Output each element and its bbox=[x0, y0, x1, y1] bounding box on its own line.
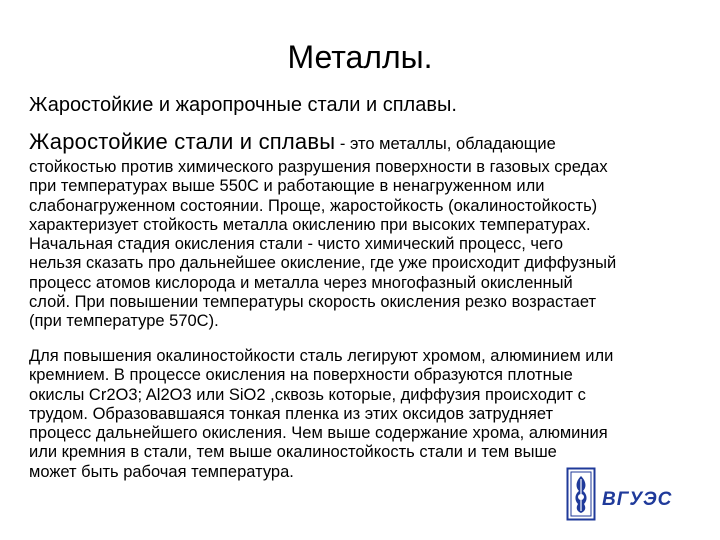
paragraph-line: слой. При повышении температуры скорость окисления резко возрастает bbox=[29, 293, 597, 312]
paragraph-line: процесс атомов кислорода и металла через многофазный окисленный bbox=[29, 273, 573, 292]
paragraph-line: Начальная стадия окисления стали - чисто химический процесс, чего bbox=[29, 235, 564, 254]
slide-subtitle: Жаростойкие и жаропрочные стали и сплавы. bbox=[29, 94, 457, 116]
definition-paragraph bbox=[29, 158, 616, 332]
paragraph-line: при температурах выше 550С и работающие в ненагруженном или bbox=[29, 177, 545, 196]
university-emblem-icon bbox=[566, 467, 596, 521]
paragraph-line: характеризует стойкость металла окислению при высоких температурах. bbox=[29, 215, 591, 234]
paragraph-line: кремнием. В процессе окисления на поверхности образуются плотные bbox=[29, 366, 573, 385]
paragraph-line: нельзя сказать про дальнейшее окисление, где уже происходит диффузный bbox=[29, 254, 617, 273]
definition-term: Жаростойкие стали и сплавы bbox=[29, 129, 336, 154]
slide-title: Металлы. bbox=[287, 39, 433, 75]
paragraph-line: трудом. Образовавшаяся тонкая пленка из этих оксидов затрудняет bbox=[29, 404, 554, 423]
definition-lead: - это металлы, обладающие bbox=[335, 135, 556, 153]
alloying-paragraph bbox=[29, 347, 613, 482]
paragraph-line: слабонагруженном состоянии. Проще, жаростойкость (окалиностойкость) bbox=[29, 196, 598, 215]
definition-heading bbox=[29, 128, 556, 159]
paragraph-line: Для повышения окалиностойкости сталь легируют хромом, алюминием или bbox=[29, 347, 614, 365]
paragraph-line: процесс дальнейшего окисления. Чем выше содержание хрома, алюминия bbox=[29, 424, 608, 443]
paragraph-line: или кремния в стали, тем выше окалиностойкость стали и тем выше bbox=[29, 443, 557, 462]
paragraph-line: окислы Cr2O3; Al2O3 или SiO2 ,сквозь которые, диффузия происходит с bbox=[29, 385, 586, 404]
paragraph-line: (при температуре 570С). bbox=[29, 312, 219, 331]
paragraph-line: стойкостью против химического разрушения поверхности в газовых средах bbox=[29, 158, 608, 176]
university-logo-text: ВГУЭС bbox=[602, 489, 673, 510]
university-logo bbox=[566, 467, 686, 523]
paragraph-line: может быть рабочая температура. bbox=[29, 462, 294, 481]
